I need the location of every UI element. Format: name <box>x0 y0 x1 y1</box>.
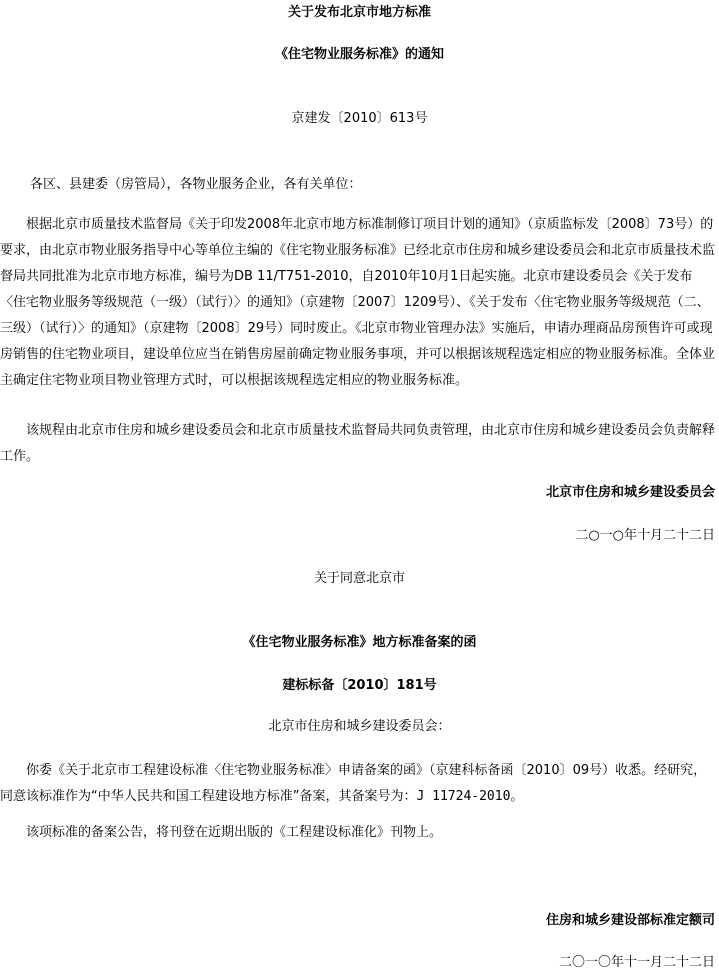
reply-doc-number: 建标标备〔2010〕181号 <box>282 678 437 693</box>
notice-salutation: 各区、县建委（房管局），各物业服务企业，各有关单位： <box>30 177 362 192</box>
reply-salutation: 北京市住房和城乡建设委员会： <box>268 719 451 734</box>
reply-paragraph-1 <box>0 758 716 810</box>
reply-paragraph-1-part-c: 。 <box>510 789 524 804</box>
notice-date: 二○一○年十月二十二日 <box>575 528 715 543</box>
reply-date: 二〇一〇年十一月二十二日 <box>558 955 715 970</box>
notice-title-line2: 《住宅物业服务标准》的通知 <box>274 47 444 62</box>
reply-paragraph-2: 该项标准的备案公告，将刊登在近期出版的《工程建设标准化》刊物上。 <box>26 825 443 840</box>
reply-signer: 住房和城乡建设部标准定额司 <box>545 913 715 928</box>
notice-paragraph-2: 该规程由北京市住房和城乡建设委员会和北京市质量技术监督局共同负责管理，由北京市住房和城乡建设委员会负责解释工作。 <box>0 423 716 464</box>
reply-paragraph-1-part-a: 你委《关于北京市工程建设标准〈住宅物业服务标准〉申请备案的函》（京建科标备函〔2010〕09号）收悉。 <box>26 763 655 778</box>
reply-paragraph-1-part-b: 经研究，同意该标准作为“中华人民共和国工程建设地方标准”备案，其备案号为： <box>0 763 707 804</box>
notice-signer: 北京市住房和城乡建设委员会 <box>545 485 715 500</box>
notice-doc-number: 京建发〔2010〕613号 <box>291 111 428 126</box>
notice-paragraph-1: 根据北京市质量技术监督局《关于印发2008年北京市地方标准制修订项目计划的通知》（京质监标发〔2008〕73号）的要求，由北京市物业服务指导中心等单位主编的《住宅物业服务标准》已经北京市住房和城乡建设委员会和北京市质量技术监督局共同批准为北京市地方标准，编号为DB 11/T751-2010，自2010年10月1日起实施。北京市建设委员会《关于发布〈住宅物业服务等级规范（一级）（试行）〉的通知》（京建物〔2007〕1209号）、《关于发布〈住宅物业服务等级规范（二、三级）（试行）〉的通知》（京建物〔2008〕29号）同时废止。《北京市物业管理办法》实施后，申请办理商品房预售许可或现房销售的住宅物业项目，建设单位应当在销售房屋前确定物业服务事项，并可以根据该规程选定相应的物业服务标准。全体业主确定住宅物业项目物业管理方式时，可以根据该规程选定相应的物业服务标准。 <box>0 217 716 388</box>
reply-title-line2: 《住宅物业服务标准》地方标准备案的函 <box>242 635 477 650</box>
reply-title-line1: 关于同意北京市 <box>313 571 405 586</box>
reply-record-number: J 11724-2010 <box>416 789 511 804</box>
notice-title-line1: 关于发布北京市地方标准 <box>287 5 431 20</box>
